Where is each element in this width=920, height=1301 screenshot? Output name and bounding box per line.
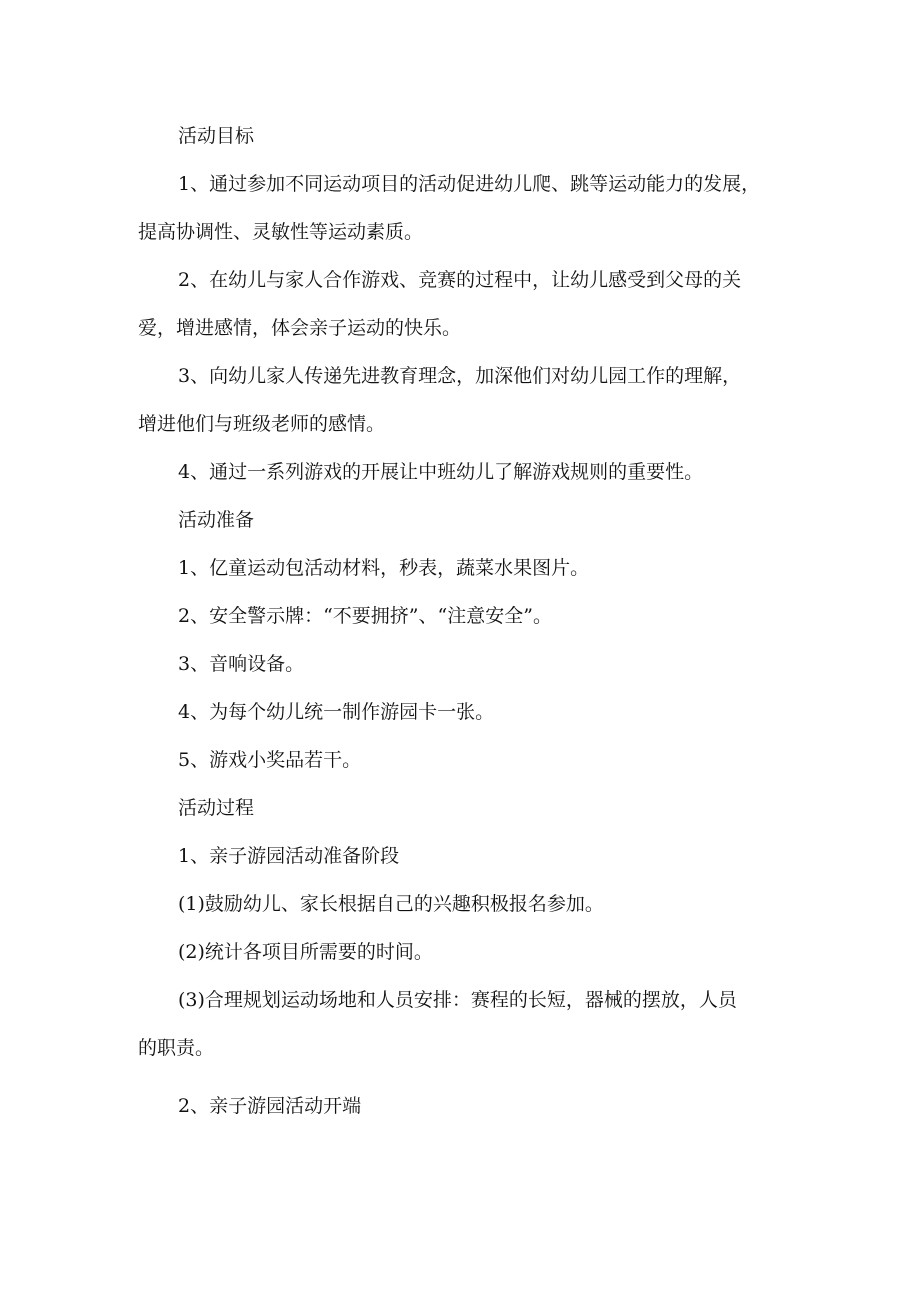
goal-line-1: 1、通过参加不同运动项目的活动促进幼儿爬、跳等运动能力的发展， xyxy=(178,173,761,195)
prep-line-5: 5、游戏小奖品若干。 xyxy=(178,749,362,771)
process-line-4: (3)合理规划运动场地和人员安排：赛程的长短，器械的摆放，人员 xyxy=(178,989,737,1011)
section-heading-process: 活动过程 xyxy=(178,797,255,819)
goal-line-4: 4、通过一系列游戏的开展让中班幼儿了解游戏规则的重要性。 xyxy=(178,461,704,483)
process-line-5: 2、亲子游园活动开端 xyxy=(178,1095,362,1117)
goal-line-3: 3、向幼儿家人传递先进教育理念，加深他们对幼儿园工作的理解， xyxy=(178,365,742,387)
process-line-4-cont: 的职责。 xyxy=(138,1037,215,1059)
section-heading-goals: 活动目标 xyxy=(178,125,255,147)
goal-line-3-cont: 增进他们与班级老师的感情。 xyxy=(138,413,386,435)
prep-line-2: 2、安全警示牌：“不要拥挤”、“注意安全”。 xyxy=(178,605,552,627)
goal-line-2: 2、在幼儿与家人合作游戏、竞赛的过程中，让幼儿感受到父母的关 xyxy=(178,269,742,291)
process-line-3: (2)统计各项目所需要的时间。 xyxy=(178,941,433,963)
document-body xyxy=(138,112,788,1130)
section-heading-preparation: 活动准备 xyxy=(178,509,255,531)
goal-line-1-cont: 提高协调性、灵敏性等运动素质。 xyxy=(138,221,424,243)
prep-line-4: 4、为每个幼儿统一制作游园卡一张。 xyxy=(178,701,495,723)
prep-line-3: 3、音响设备。 xyxy=(178,653,305,675)
goal-line-2-cont: 爱，增进感情，体会亲子运动的快乐。 xyxy=(138,317,462,339)
process-line-1: 1、亲子游园活动准备阶段 xyxy=(178,845,400,867)
prep-line-1: 1、亿童运动包活动材料，秒表，蔬菜水果图片。 xyxy=(178,557,590,579)
process-line-2: (1)鼓励幼儿、家长根据自己的兴趣积极报名参加。 xyxy=(178,893,604,915)
